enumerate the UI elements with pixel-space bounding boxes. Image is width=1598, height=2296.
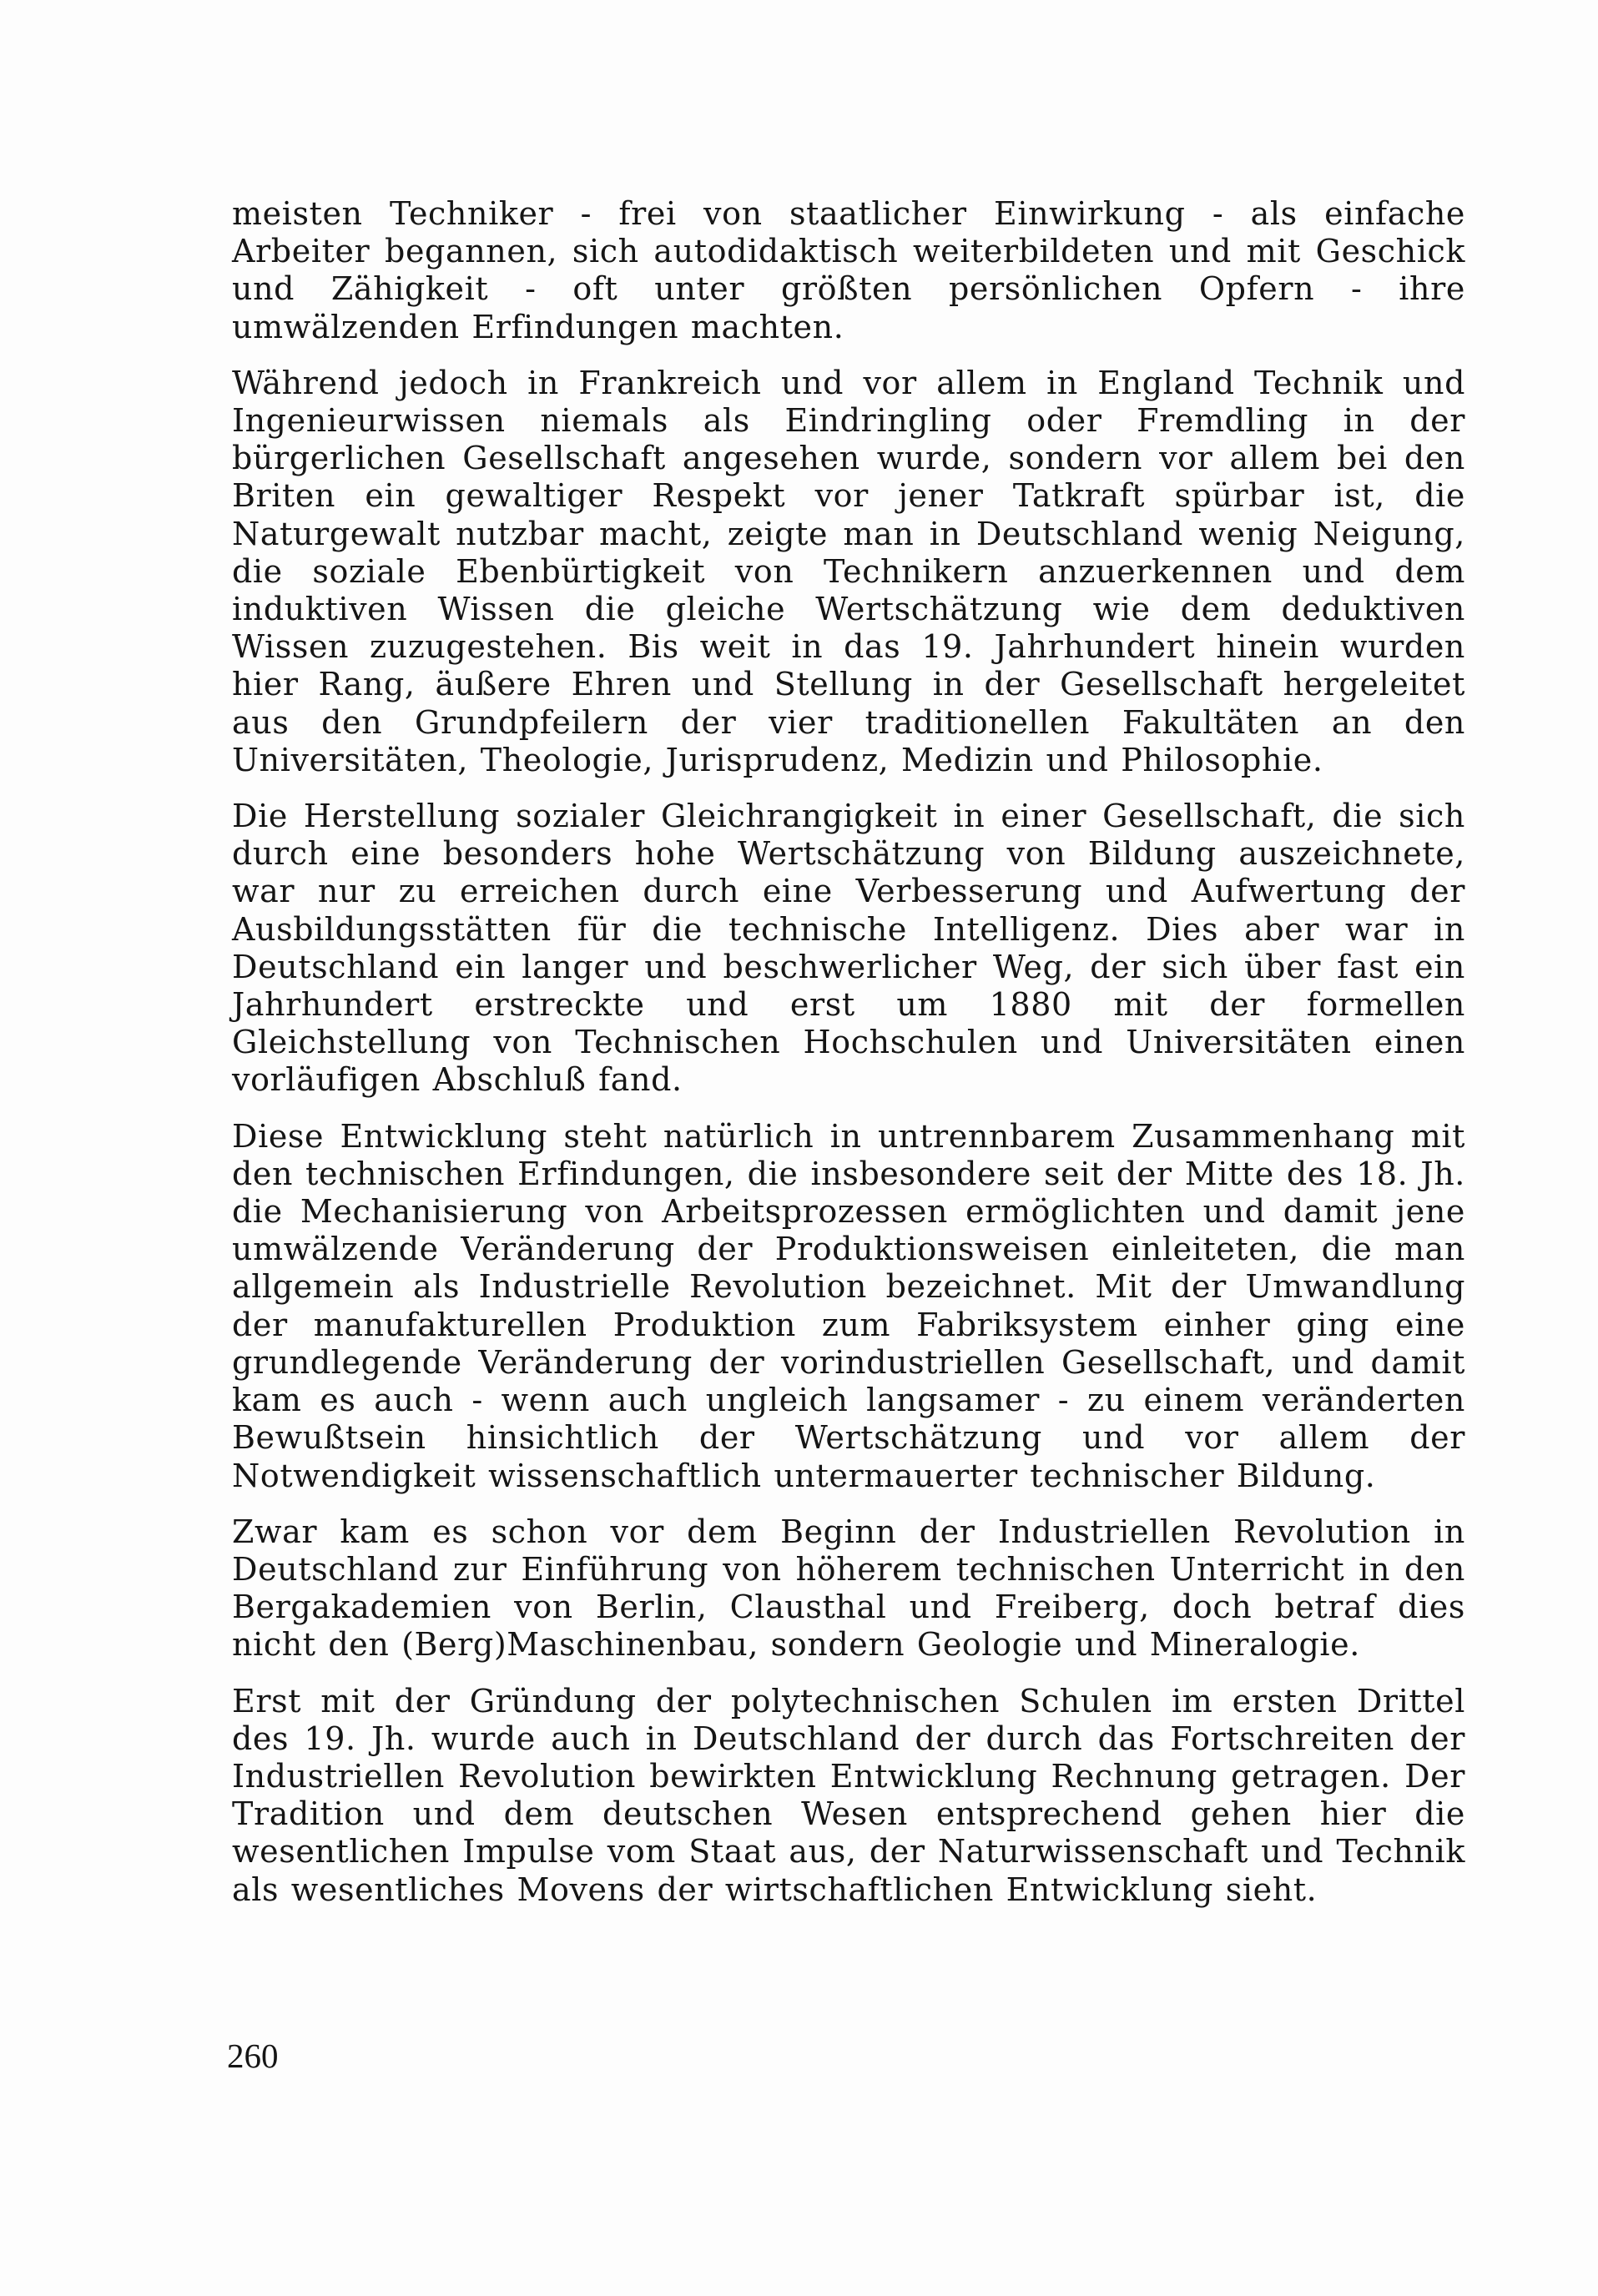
paragraph-6: Erst mit der Gründung der polytechnischen Schulen im ersten Drittel des 19. Jh. wurde auch in Deutschland der durch das Fortschreiten der Industriellen Revolution bewirkten Entwicklung Rechnung getragen. Der Tradition und dem deutschen Wesen entsprechend gehen hier die wesentlichen Impulse vom Staat aus, der Naturwissenschaft und Technik als wesentliches Movens der wirtschaftlichen Entwicklung sieht. (232, 1682, 1465, 1908)
paragraph-4: Diese Entwicklung steht natürlich in untrennbarem Zusammenhang mit den technischen Erfindungen, die insbesondere seit der Mitte des 18. Jh. die Mechanisierung von Arbeitsprozessen ermöglichten und damit jene umwälzende Veränderung der Produktionsweisen einleiteten, die man allgemein als Industrielle Revolution bezeichnet. Mit der Umwandlung der manufakturellen Produktion zum Fabriksystem einher ging eine grundlegende Veränderung der vorindustriellen Gesellschaft, und damit kam es auch - wenn auch ungleich langsamer - zu einem veränderten Bewußtsein hinsichtlich der Wertschätzung und vor allem der Notwendigkeit wissenschaftlich untermauerter technischer Bildung. (232, 1117, 1465, 1494)
paragraph-2: Während jedoch in Frankreich und vor allem in England Technik und Ingenieurwissen niemals als Eindringling oder Fremdling in der bürgerlichen Gesellschaft angesehen wurde, sondern vor allem bei den Briten ein gewaltiger Respekt vor jener Tatkraft spürbar ist, die Naturgewalt nutzbar macht, zeigte man in Deutschland wenig Neigung, die soziale Ebenbürtigkeit von Technikern anzuerkennen und dem induktiven Wissen die gleiche Wertschätzung wie dem deduktiven Wissen zuzugestehen. Bis weit in das 19. Jahrhundert hinein wurden hier Rang, äußere Ehren und Stellung in der Gesellschaft hergeleitet aus den Grundpfeilern der vier traditionellen Fakultäten an den Universitäten, Theologie, Jurisprudenz, Medizin und Philosophie. (232, 364, 1465, 778)
page-number: 260 (227, 2037, 279, 2075)
body-text (232, 195, 1465, 1927)
paragraph-1: meisten Techniker - frei von staatlicher Einwirkung - als einfache Arbeiter begannen, sich autodidaktisch weiterbildeten und mit Geschick und Zähigkeit - oft unter größten persönlichen Opfern - ihre umwälzenden Erfindungen machten. (232, 195, 1465, 345)
paragraph-3: Die Herstellung sozialer Gleichrangigkeit in einer Gesellschaft, die sich durch eine besonders hohe Wertschätzung von Bildung auszeichnete, war nur zu erreichen durch eine Verbesserung und Aufwertung der Ausbildungsstätten für die technische Intelligenz. Dies aber war in Deutschland ein langer und beschwerlicher Weg, der sich über fast ein Jahrhundert erstreckte und erst um 1880 mit der formellen Gleichstellung von Technischen Hochschulen und Universitäten einen vorläufigen Abschluß fand. (232, 798, 1465, 1099)
paragraph-5: Zwar kam es schon vor dem Beginn der Industriellen Revolution in Deutschland zur Einführung von höherem technischen Unterricht in den Bergakademien von Berlin, Clausthal und Freiberg, doch betraf dies nicht den (Berg)Maschinenbau, sondern Geologie und Mineralogie. (232, 1513, 1465, 1664)
